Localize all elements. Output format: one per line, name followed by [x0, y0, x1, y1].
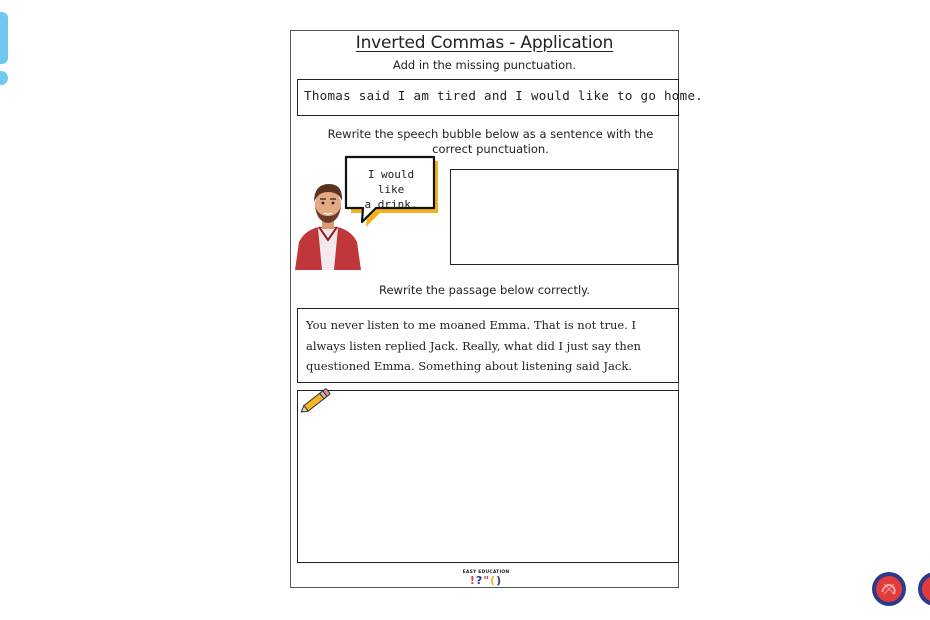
pencil-icon — [298, 386, 332, 418]
instruction-rewrite-passage: Rewrite the passage below correctly. — [378, 283, 590, 297]
logo-glyph: " — [483, 574, 491, 587]
logo-glyph: ! — [469, 574, 476, 587]
passage-box — [297, 308, 679, 383]
next-page-icon — [872, 572, 906, 606]
instruction-add-punctuation: Add in the missing punctuation. — [392, 58, 577, 72]
answer-box-bubble[interactable] — [450, 169, 678, 265]
sentence-text: Thomas said I am tired and I would like to go home. — [304, 88, 704, 103]
instruction-rewrite-bubble: Rewrite the speech bubble below as a sentence with the correct punctuation. — [327, 127, 654, 156]
footer-logo-glyphs — [462, 575, 510, 587]
worksheet-title: Inverted Commas - Application — [355, 33, 614, 53]
corner-exclamation-decoration — [0, 6, 12, 86]
worksheet-page — [290, 30, 704, 588]
secondary-nav-button[interactable] — [918, 572, 930, 606]
logo-glyph: ( — [490, 574, 497, 587]
bubble-line-1: I would like — [367, 168, 415, 196]
answer-box-passage[interactable] — [297, 390, 679, 563]
logo-glyph: ? — [475, 574, 484, 587]
passage-text: You never listen to me moaned Emma. That is not true. I always listen replied Jack. Really, what did I just say then questioned Emma. Something about listening said Jack. — [306, 318, 641, 373]
speech-bubble-text — [352, 167, 430, 212]
logo-glyph: ) — [496, 574, 503, 587]
footer-brand: EASY EDUCATION — [462, 570, 510, 575]
bubble-line-2: a drink. — [364, 198, 418, 211]
next-page-button[interactable] — [872, 572, 906, 606]
secondary-nav-icon — [918, 572, 930, 606]
sentence-box — [297, 79, 704, 116]
